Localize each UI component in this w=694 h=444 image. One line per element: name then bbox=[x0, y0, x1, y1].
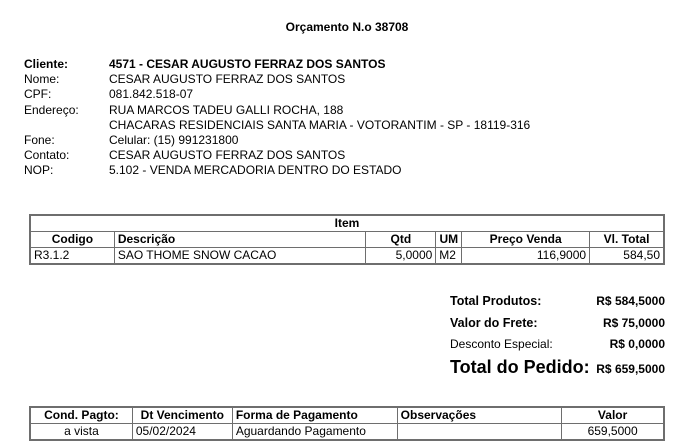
desconto-label: Desconto Especial: bbox=[450, 337, 553, 351]
cell-dt-vencimento: 05/02/2024 bbox=[132, 424, 232, 440]
col-codigo: Codigo bbox=[31, 232, 115, 248]
client-info bbox=[24, 57, 530, 179]
nop-row bbox=[24, 163, 530, 178]
client-value: 4571 - CESAR AUGUSTO FERRAZ DOS SANTOS bbox=[109, 57, 386, 71]
phone-row bbox=[24, 133, 530, 148]
col-qtd: Qtd bbox=[366, 232, 436, 248]
name-label: Nome: bbox=[24, 72, 60, 87]
total-produtos-label: Total Produtos: bbox=[450, 294, 542, 308]
col-dt-vencimento: Dt Vencimento bbox=[132, 408, 232, 424]
phone-value: Celular: (15) 991231800 bbox=[109, 132, 239, 147]
address-value-2: CHACARAS RESIDENCIAIS SANTA MARIA - VOTORANTIM - SP - 18119-316 bbox=[109, 117, 531, 132]
cell-forma-pagamento: Aguardando Pagamento bbox=[232, 424, 397, 440]
cpf-row bbox=[24, 87, 530, 102]
client-row bbox=[24, 57, 530, 72]
frete-label: Valor do Frete: bbox=[450, 316, 538, 330]
name-row bbox=[24, 72, 530, 87]
col-cond-pagto: Cond. Pagto: bbox=[31, 408, 133, 424]
payment-header-row bbox=[31, 408, 664, 424]
col-descricao: Descrição bbox=[114, 232, 366, 248]
table-row bbox=[31, 424, 664, 440]
contact-label: Contato: bbox=[24, 148, 70, 163]
col-vl-total: Vl. Total bbox=[590, 232, 664, 248]
address-label: Endereço: bbox=[24, 102, 79, 117]
totals-block bbox=[450, 294, 665, 383]
address-value: RUA MARCOS TADEU GALLI ROCHA, 188 bbox=[109, 102, 344, 117]
client-label: Cliente: bbox=[24, 57, 69, 71]
col-preco-venda: Preço Venda bbox=[462, 232, 590, 248]
cell-qtd: 5,0000 bbox=[366, 248, 436, 264]
cpf-value: 081.842.518-07 bbox=[109, 87, 194, 102]
desconto-value: R$ 0,0000 bbox=[609, 337, 665, 351]
address-label-2 bbox=[24, 118, 109, 133]
payment-table bbox=[30, 407, 664, 440]
items-caption: Item bbox=[31, 216, 664, 232]
col-forma-pagamento: Forma de Pagamento bbox=[232, 408, 397, 424]
desconto-row bbox=[450, 337, 665, 357]
nop-label: NOP: bbox=[24, 163, 54, 178]
frete-row bbox=[450, 316, 665, 337]
contact-row bbox=[24, 148, 530, 163]
cell-codigo: R3.1.2 bbox=[31, 248, 115, 264]
col-um: UM bbox=[436, 232, 462, 248]
cell-um: M2 bbox=[436, 248, 462, 264]
phone-label: Fone: bbox=[24, 132, 55, 147]
cpf-label: CPF: bbox=[24, 87, 52, 102]
cell-observacoes bbox=[397, 424, 562, 440]
address-row-2 bbox=[24, 118, 530, 133]
total-produtos-value: R$ 584,5000 bbox=[596, 294, 665, 308]
contact-value: CESAR AUGUSTO FERRAZ DOS SANTOS bbox=[109, 148, 346, 163]
items-header-row bbox=[31, 232, 664, 248]
total-pedido-value: R$ 659,5000 bbox=[596, 362, 665, 376]
address-row bbox=[24, 103, 530, 118]
frete-value: R$ 75,0000 bbox=[602, 316, 665, 330]
total-pedido-label: Total do Pedido: bbox=[450, 357, 590, 377]
name-value: CESAR AUGUSTO FERRAZ DOS SANTOS bbox=[109, 72, 346, 87]
total-produtos-row bbox=[450, 294, 665, 316]
cell-vl-total: 584,50 bbox=[590, 248, 664, 264]
cell-cond-pagto: a vista bbox=[31, 424, 133, 440]
col-observacoes: Observações bbox=[397, 408, 562, 424]
items-table bbox=[30, 215, 664, 264]
cell-preco-venda: 116,9000 bbox=[462, 248, 590, 264]
col-valor: Valor bbox=[562, 408, 664, 424]
total-pedido-row bbox=[450, 357, 665, 383]
cell-descricao: SAO THOME SNOW CACAO bbox=[114, 248, 366, 264]
nop-value: 5.102 - VENDA MERCADORIA DENTRO DO ESTADO bbox=[109, 163, 402, 178]
page-title: Orçamento N.o 38708 bbox=[285, 20, 409, 34]
table-row bbox=[31, 248, 664, 264]
cell-valor: 659,5000 bbox=[562, 424, 664, 440]
